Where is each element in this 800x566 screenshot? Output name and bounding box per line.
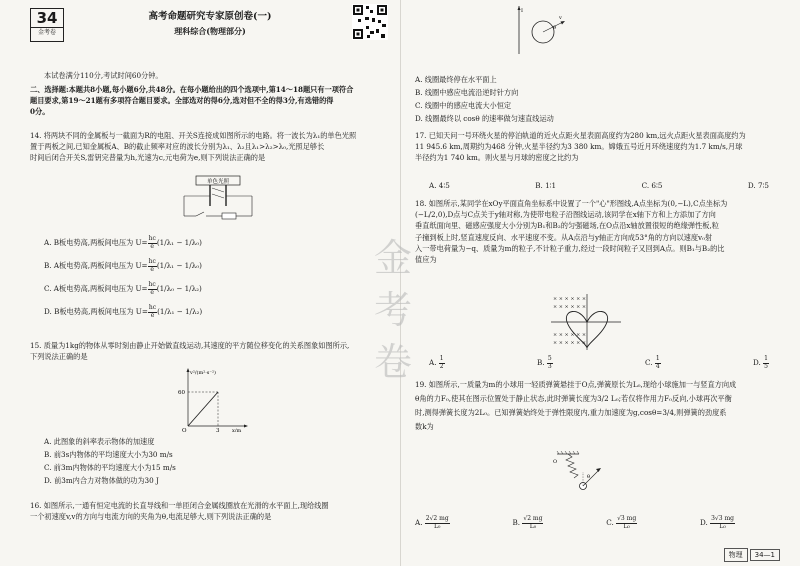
- question-19: [415, 378, 781, 434]
- option-label: A.: [415, 518, 423, 527]
- option-d[interactable]: D. 7∶5: [747, 181, 769, 190]
- option-b[interactable]: B. 线圈中感应电流沿逆时针方向: [415, 88, 519, 97]
- option-label: B.: [512, 518, 521, 527]
- figure-label: 单色光照: [206, 179, 230, 185]
- watermark-char: 卷: [373, 340, 412, 384]
- fraction-den: L₀: [529, 522, 537, 530]
- fraction-den: 3: [547, 362, 552, 370]
- fraction: [148, 282, 157, 296]
- question-17: [415, 130, 781, 164]
- fraction-num: hc: [148, 235, 156, 242]
- question-line: 一个初速度v,v的方向与电流方向的夹角为θ,电流足够大,则下列说法正确的是: [30, 512, 272, 522]
- fraction: [616, 516, 637, 530]
- page-footer: [722, 548, 780, 562]
- option-a[interactable]: [429, 356, 445, 370]
- option-d[interactable]: D. 线圈最终以 cosθ 的速率做匀速直线运动: [415, 114, 554, 123]
- question-line: 入一带电荷量为−q、质量为m的粒子,不计粒子重力,经过一段时间粒子又回到A点。则B₁与B₂的比: [415, 243, 725, 253]
- fraction-num: 1: [439, 355, 444, 362]
- watermark-char: 金: [373, 236, 412, 280]
- option-a[interactable]: A. 4∶5: [429, 181, 450, 190]
- fraction-den: 4: [655, 362, 660, 370]
- option-label: A.: [429, 358, 437, 367]
- question-line: 11 945.6 km,周期约为468 分钟,火星半径约为3 380 km。嫦娥五号近月环绕速度约为1.7 km/s,月球: [415, 142, 743, 152]
- svg-text:O: O: [553, 459, 558, 465]
- fraction-den: 2: [439, 362, 444, 370]
- option-text: B. A板电势高,两板间电压为 U=: [44, 261, 148, 270]
- fraction-num: hc: [148, 281, 156, 288]
- question-line: 时,测得弹簧长度为2L₀。已知弹簧始终处于弹性限度内,重力加速度为g,cosθ=3/4,则弹簧的劲度系: [415, 408, 727, 417]
- option-label: D.: [699, 518, 708, 527]
- q14-options: [44, 236, 202, 328]
- right-page: [400, 0, 800, 566]
- fraction-num: 2√2 mg: [425, 515, 449, 522]
- option-b[interactable]: [537, 356, 553, 370]
- section-2-instructions: [30, 84, 392, 118]
- fraction-num: 1: [764, 355, 768, 362]
- option-tail: (1/λ₁ − 1/λ₀): [156, 238, 202, 247]
- q17-options: [429, 180, 769, 191]
- fraction-den: L₀: [623, 522, 630, 530]
- svg-text:× × × × × ×: × × × × × ×: [553, 304, 587, 310]
- fraction: [439, 356, 445, 370]
- fraction: [655, 356, 661, 370]
- option-label: C.: [606, 518, 614, 527]
- watermark-char: 考: [373, 288, 412, 332]
- q16-options: [415, 74, 554, 126]
- question-line: 19. 如图所示,一质量为m的小球用一轻质弹簧悬挂于O点,弹簧原长为L₀,现给小球施加一与竖直方向成: [415, 380, 737, 389]
- fraction-num: 3√3 mg: [711, 515, 734, 522]
- option-a[interactable]: A. 此图象的斜率表示物体的加速度: [44, 437, 155, 446]
- question-line: 子撞到板上时,竖直速度反向、水平速度不变。从A点沿与y轴正方向成53°角的方向以速度v₀射: [415, 232, 713, 242]
- paper-title: 高考命题研究专家原创卷(一): [148, 11, 272, 22]
- question-line: 15. 质量为1kg的物体从零时刻由静止开始做直线运动,其速度的平方随位移变化的关系图象如图所示,: [30, 341, 350, 350]
- question-16: [30, 500, 392, 522]
- option-text: C. A板电势高,两板间电压为 U=: [44, 284, 148, 293]
- fraction: [710, 516, 735, 530]
- option-d[interactable]: [44, 305, 202, 328]
- fraction-den: L₀: [434, 522, 441, 530]
- fraction-den: e: [150, 288, 154, 296]
- fraction-num: hc: [148, 258, 156, 265]
- option-c[interactable]: [645, 356, 661, 370]
- fraction-num: 1: [655, 355, 660, 362]
- q19-options: [415, 516, 735, 530]
- option-label: B.: [536, 358, 545, 367]
- option-tail: (1/λ₁ − 1/λ₀): [156, 261, 202, 270]
- option-c[interactable]: [44, 282, 202, 305]
- svg-text:× × × × × ×: × × × × × ×: [553, 340, 587, 346]
- graph-ytick: 60: [178, 390, 185, 396]
- question-line: θ角的力F₀,使其在图示位置处于静止状态,此时弹簧长度为3/2 L₀;若仅将作用力F₀反向,小球再次平衡: [415, 394, 732, 403]
- section-line: 二、选择题:本题共8小题,每小题6分,共48分。在每小题给出的四个选项中,第14～18题只有一项符合: [30, 85, 354, 94]
- fraction: [148, 259, 157, 273]
- option-tail: (1/λ₀ − 1/λ₂): [156, 284, 202, 293]
- graph-ylabel: v²/(m²·s⁻²): [190, 370, 216, 376]
- intro-text: 本试卷满分110分,考试时间60分钟。: [44, 71, 163, 80]
- question-line: 时间后闭合开关S,雷钥完普量为h,光速为c,元电荷为e,则下列说法正确的是: [30, 153, 266, 163]
- svg-text:θ: θ: [553, 25, 557, 31]
- question-line: 数k为: [415, 422, 434, 431]
- option-d[interactable]: [700, 516, 735, 530]
- option-b[interactable]: [44, 259, 202, 282]
- qr-code-icon: [352, 4, 388, 40]
- option-d[interactable]: [753, 356, 769, 370]
- option-label: D.: [753, 358, 761, 367]
- watermark-stamp: [365, 232, 421, 388]
- option-a[interactable]: [415, 516, 450, 530]
- question-line: 半径约为1 740 km。则火星与月球的密度之比约为: [415, 153, 579, 163]
- fraction-den: 5: [764, 362, 768, 370]
- fraction: [763, 356, 769, 370]
- fraction: [547, 356, 553, 370]
- fraction: [522, 516, 543, 530]
- question-15: [30, 340, 392, 362]
- q16-figure: [513, 4, 583, 56]
- footer-subject: 物理: [724, 548, 748, 562]
- fraction-num: √2 mg: [523, 515, 543, 522]
- question-line: 下列说法正确的是: [30, 352, 88, 362]
- section-line: 0分。: [30, 107, 50, 117]
- badge-number: 34: [36, 9, 58, 27]
- graph-xlabel: x/m: [232, 428, 242, 432]
- question-line: 垂直纸面向里、磁感应强度大小分别为B₁和B₂的匀强磁场,在O点沿x轴放置很短的绝缘弹性板,粒: [415, 221, 719, 231]
- svg-text:θ: θ: [587, 474, 591, 480]
- option-b[interactable]: B. 1∶1: [535, 181, 557, 190]
- question-18: [415, 198, 781, 265]
- fraction-num: hc: [148, 304, 157, 311]
- option-text: D. B板电势高,两板间电压为 U=: [44, 307, 148, 316]
- option-c[interactable]: C. 线圈中的感应电流大小恒定: [415, 101, 512, 110]
- question-14: [30, 130, 392, 164]
- q19-spring-figure: [549, 448, 619, 504]
- fraction-den: e: [150, 242, 154, 250]
- fraction-den: L₀: [719, 522, 726, 530]
- fraction-num: 5: [547, 355, 552, 362]
- q14-circuit-figure: [178, 172, 258, 224]
- svg-text:× × × × × ×: × × × × × ×: [553, 296, 587, 302]
- question-line: 值应为: [415, 255, 437, 265]
- fraction-den: e: [150, 265, 154, 273]
- q18-options: [429, 356, 769, 370]
- page-number: 34—1: [750, 549, 780, 561]
- option-d[interactable]: D. 前3m内合力对物体做的功为30 J: [44, 476, 159, 485]
- svg-text:v: v: [559, 15, 562, 21]
- option-b[interactable]: [513, 516, 544, 530]
- section-line: 题目要求,第19～21题有多项符合题目要求。全部选对的得6分,选对但不全的得3分,有选错的得: [30, 96, 334, 106]
- question-line: 16. 如图所示,一通有恒定电流的长直导线和一单匝闭合金属线圈放在光滑的水平面上,现给线圈: [30, 501, 329, 510]
- option-c[interactable]: [606, 516, 637, 530]
- option-label: C.: [645, 358, 653, 367]
- paper-subtitle: 理科综合(物理部分): [174, 26, 246, 36]
- question-line: 置于两板之间,已知金属板A、B的截止频率对应的波长分别为λ₁、λ₂且λ₁>λ₂>λ₀,光照足够长: [30, 142, 325, 152]
- q15-graph: [170, 366, 250, 432]
- option-c[interactable]: C. 前3m内物体的平均速度大小为15 m/s: [44, 463, 176, 472]
- question-line: (−L/2,0),D点与C点关于y轴对称,为使带电粒子沿图线运动,该同学在x轴下方和上方添加了方向: [415, 210, 716, 220]
- graph-origin: O: [182, 428, 187, 432]
- graph-xtick: 3: [216, 428, 220, 432]
- fraction-den: e: [150, 311, 155, 319]
- q15-options: [44, 436, 176, 488]
- badge-label: 金考卷: [31, 27, 63, 38]
- question-line: 18. 如图所示,某同学在xOy平面直角坐标系中设置了一个"心"形图线,A点坐标为(0,−L),C点坐标为: [415, 199, 728, 208]
- option-c[interactable]: C. 6∶5: [641, 181, 663, 190]
- question-line: 14. 将两块不同的金属板与一截面为R的电阻、开关S连接成如图所示的电路。将一波长为λ₁的单色光照: [30, 131, 357, 140]
- question-line: 17. 已知天问一号环绕火星的停泊轨道的近火点距火星表面高度约为280 km,远火点距火星表面高度约为: [415, 131, 746, 140]
- fraction: [148, 305, 157, 319]
- option-text: A. B板电势高,两板间电压为 U=: [44, 238, 148, 247]
- fraction: [425, 516, 450, 530]
- option-a[interactable]: A. 线圈最终停在水平面上: [415, 75, 497, 84]
- fraction: [148, 236, 157, 250]
- fraction-num: √3 mg: [617, 515, 637, 522]
- svg-text:I: I: [521, 8, 523, 14]
- option-a[interactable]: [44, 236, 202, 259]
- option-b[interactable]: B. 前3s内物体的平均速度大小为30 m/s: [44, 450, 173, 459]
- paper-badge: [30, 8, 64, 42]
- option-tail: (1/λ₁ − 1/λ₂): [157, 307, 203, 316]
- svg-text:× × × × × ×: × × × × × ×: [553, 332, 587, 338]
- q18-heart-figure: [549, 292, 625, 352]
